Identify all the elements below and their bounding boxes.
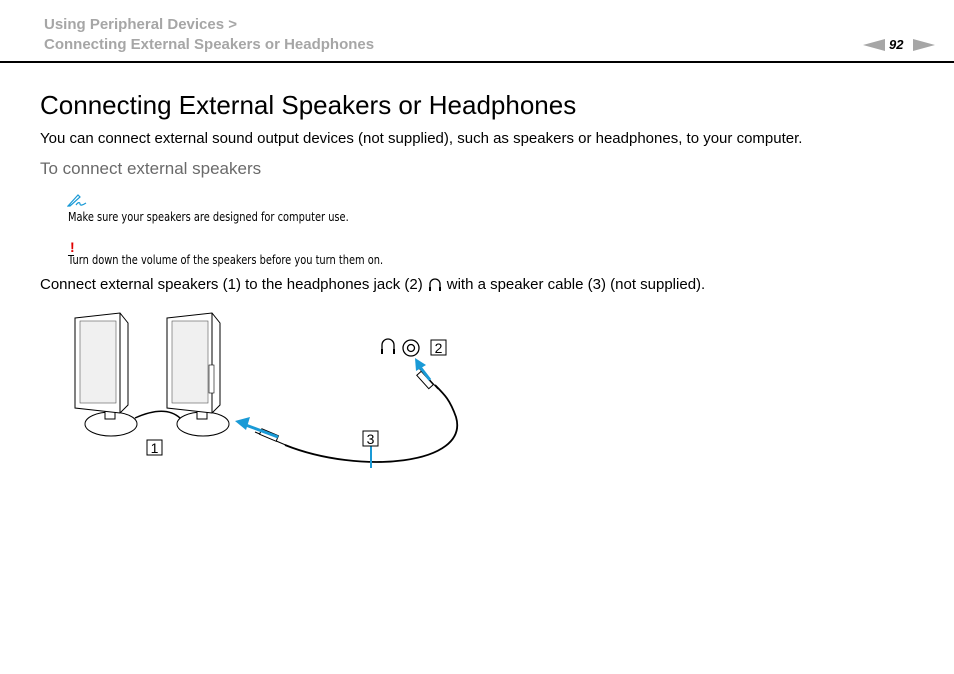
instruction-paragraph: [40, 276, 705, 293]
callout-2-label: 2: [434, 340, 443, 356]
callout-3-label: 3: [366, 431, 375, 447]
warning-text: Turn down the volume of the speakers before you turn them on.: [68, 253, 384, 267]
pencil-note-icon: [67, 193, 87, 207]
jack-port-icon: [403, 340, 419, 356]
next-page-icon[interactable]: [913, 37, 935, 53]
intro-paragraph: You can connect external sound output devices (not supplied), such as speakers or headphones, to your computer.: [40, 130, 803, 147]
callout-2: [431, 340, 446, 356]
page-title: Connecting External Speakers or Headphones: [40, 90, 577, 120]
instruction-text-before: Connect external speakers (1) to the headphones jack (2): [40, 276, 423, 293]
warning-icon: !: [70, 239, 75, 255]
inter-speaker-wire: [135, 411, 180, 418]
headphones-icon: [427, 277, 443, 293]
left-speaker: [75, 313, 137, 436]
section-subheading: To connect external speakers: [40, 159, 262, 178]
page-number: 92: [889, 37, 904, 52]
right-speaker: [167, 313, 229, 436]
speaker-connection-diagram: [60, 305, 480, 480]
callout-1-label: 1: [150, 440, 159, 456]
header-divider: [0, 61, 954, 63]
headphones-jack-icon: [381, 339, 395, 354]
callout-1: [147, 440, 162, 456]
breadcrumb-current: Connecting External Speakers or Headphones: [44, 36, 375, 53]
arrow-to-speaker: [235, 417, 278, 437]
previous-page-icon[interactable]: [863, 37, 885, 53]
note-text: Make sure your speakers are designed for computer use.: [68, 210, 349, 224]
breadcrumb-parent[interactable]: Using Peripheral Devices >: [44, 16, 238, 33]
instruction-text-after: with a speaker cable (3) (not supplied).: [446, 276, 706, 293]
